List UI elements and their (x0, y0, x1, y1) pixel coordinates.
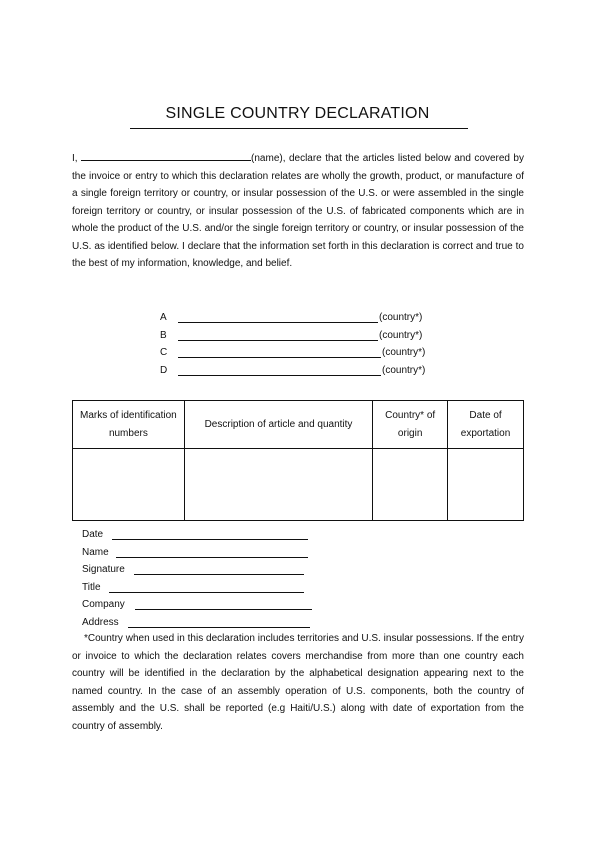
country-letter: C (160, 347, 168, 358)
field-blank[interactable] (112, 539, 308, 540)
field-blank[interactable] (135, 609, 312, 610)
field-label: Date (82, 529, 104, 540)
table-cell[interactable] (373, 449, 448, 521)
address-field[interactable] (82, 614, 119, 632)
field-label: Signature (82, 564, 125, 575)
name-field[interactable] (82, 544, 109, 562)
declaration-paragraph (72, 150, 524, 273)
country-line-d[interactable] (160, 363, 460, 379)
country-suffix: (country*) (379, 312, 423, 323)
country-line-c[interactable] (160, 345, 460, 361)
footnote: *Country when used in this declaration includes territories and U.S. insular possessions. If the entry or invoice to which the declaration relates covers merchandise from more than one country each country will be identified in the declaration by the alphabetical designation appearing next to the named country. In the case of an assembly operation of U.S. components, both the country of assembly and the U.S. shall be reported (e.g Haiti/U.S.) along with date of exportation from the country of assembly. (72, 633, 524, 732)
intro-prefix: I, (72, 153, 78, 164)
table-cell[interactable] (184, 449, 372, 521)
country-line-a[interactable] (160, 310, 460, 326)
country-letter: A (160, 312, 167, 323)
column-header-country: Country* of origin (373, 401, 448, 449)
company-field[interactable] (82, 596, 125, 614)
field-label: Company (82, 599, 125, 610)
field-blank[interactable] (109, 592, 304, 593)
column-header-date: Date of exportation (448, 401, 524, 449)
field-label: Name (82, 546, 109, 558)
intro-text: (name), declare that the articles listed below and covered by the invoice or entry to which this declaration relates are wholly the growth, product, or manufacture of a single foreign territory or country, or insular possession of the U.S. or were assembled in the single foreign territory or country, or insular possession of the U.S. of fabricated components which are in whole the product of the U.S. and/or the single foreign territory or country, or insular possession of the U.S. as identified below. I declare that the information set forth in this declaration is correct and true to the best of my information, knowledge, and belief. (72, 153, 524, 269)
title-underline (130, 128, 468, 129)
document-title: SINGLE COUNTRY DECLARATION (165, 105, 430, 122)
field-label: Title (82, 581, 101, 593)
country-suffix: (country*) (382, 364, 426, 376)
country-blank[interactable] (178, 322, 378, 323)
country-letter: B (160, 329, 167, 341)
column-header-marks: Marks of identification numbers (73, 401, 185, 449)
country-suffix: (country*) (379, 329, 423, 341)
table-row (73, 449, 524, 521)
country-blank[interactable] (178, 357, 381, 358)
date-field[interactable] (82, 526, 103, 544)
signature-field[interactable] (82, 561, 125, 579)
title-field[interactable] (82, 579, 101, 597)
table-header-row (73, 401, 524, 449)
field-blank[interactable] (134, 574, 304, 575)
country-suffix: (country*) (382, 347, 426, 358)
name-blank[interactable] (81, 150, 251, 161)
field-label: Address (82, 616, 119, 628)
field-blank[interactable] (128, 627, 310, 628)
field-blank[interactable] (116, 557, 308, 558)
country-letter: D (160, 364, 168, 376)
country-blank[interactable] (178, 340, 378, 341)
table-cell[interactable] (448, 449, 524, 521)
country-line-b[interactable] (160, 328, 460, 344)
column-header-description: Description of article and quantity (184, 401, 372, 449)
table-cell[interactable] (73, 449, 185, 521)
country-blank[interactable] (178, 375, 381, 376)
articles-table (72, 400, 524, 521)
